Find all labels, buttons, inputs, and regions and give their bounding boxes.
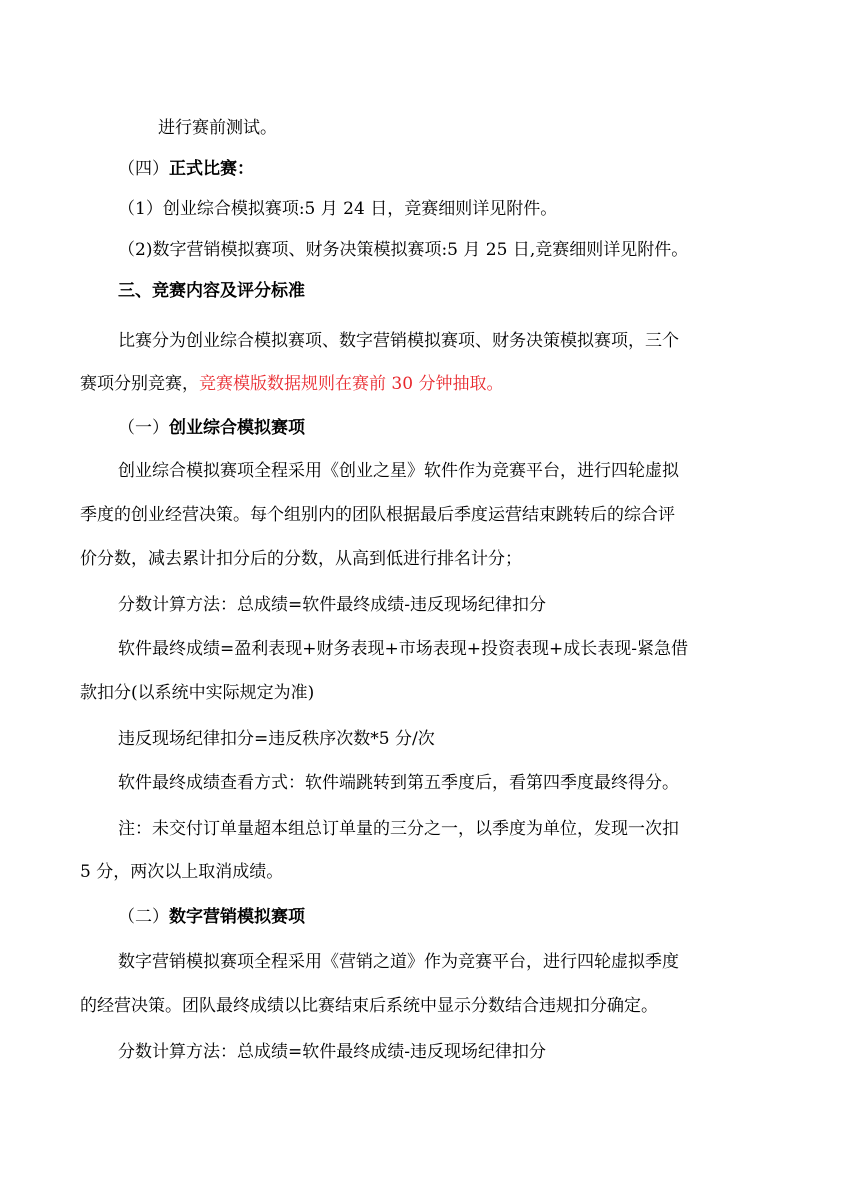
subsection-heading-2 xyxy=(118,906,849,928)
heading-prefix: （四） xyxy=(118,159,169,179)
subsection-heading-1 xyxy=(118,417,849,439)
paragraph-line: 款扣分(以系统中实际规定为准) xyxy=(80,683,315,703)
paragraph-line: 5 分，两次以上取消成绩。 xyxy=(80,862,284,882)
heading-prefix: （二） xyxy=(118,907,169,927)
section-heading-3: 三、竞赛内容及评分标准 xyxy=(118,281,305,301)
paragraph-line: 软件最终成绩查看方式：软件端跳转到第五季度后，看第四季度最终得分。 xyxy=(118,773,679,793)
heading-text: 正式比赛： xyxy=(169,159,254,179)
heading-prefix: （一） xyxy=(118,418,169,438)
paragraph-text: 赛项分别竞赛， xyxy=(80,374,199,394)
paragraph-line: 创业综合模拟赛项全程采用《创业之星》软件作为竞赛平台，进行四轮虚拟 xyxy=(118,461,679,481)
paragraph-line: 比赛分为创业综合模拟赛项、数字营销模拟赛项、财务决策模拟赛项，三个 xyxy=(118,331,679,351)
paragraph-line: （1）创业综合模拟赛项:5 月 24 日，竞赛细则详见附件。 xyxy=(118,199,558,219)
paragraph-line: 分数计算方法：总成绩=软件最终成绩-违反现场纪律扣分 xyxy=(118,595,546,615)
heading-text: 数字营销模拟赛项 xyxy=(169,907,305,927)
paragraph-line: 分数计算方法：总成绩=软件最终成绩-违反现场纪律扣分 xyxy=(118,1042,546,1062)
paragraph-line: 的经营决策。团队最终成绩以比赛结束后系统中显示分数结合违规扣分确定。 xyxy=(80,996,658,1016)
paragraph-line: 进行赛前测试。 xyxy=(158,118,277,138)
paragraph-line: 数字营销模拟赛项全程采用《营销之道》作为竞赛平台，进行四轮虚拟季度 xyxy=(118,952,679,972)
section-heading-formal xyxy=(118,158,849,180)
paragraph-line: 违反现场纪律扣分=违反秩序次数*5 分/次 xyxy=(118,729,435,749)
paragraph-line: 季度的创业经营决策。每个组别内的团队根据最后季度运营结束跳转后的综合评 xyxy=(80,505,675,525)
paragraph-line: 注：未交付订单量超本组总订单量的三分之一，以季度为单位，发现一次扣 xyxy=(118,819,679,839)
paragraph-line: （2)数字营销模拟赛项、财务决策模拟赛项:5 月 25 日,竞赛细则详见附件。 xyxy=(118,240,689,260)
highlighted-text: 竞赛模版数据规则在赛前 30 分钟抽取。 xyxy=(199,374,504,394)
paragraph-line xyxy=(80,373,849,395)
paragraph-line: 价分数，减去累计扣分后的分数，从高到低进行排名计分； xyxy=(80,549,522,569)
paragraph-line: 软件最终成绩=盈利表现+财务表现+市场表现+投资表现+成长表现-紧急借 xyxy=(118,639,688,659)
heading-text: 创业综合模拟赛项 xyxy=(169,418,305,438)
